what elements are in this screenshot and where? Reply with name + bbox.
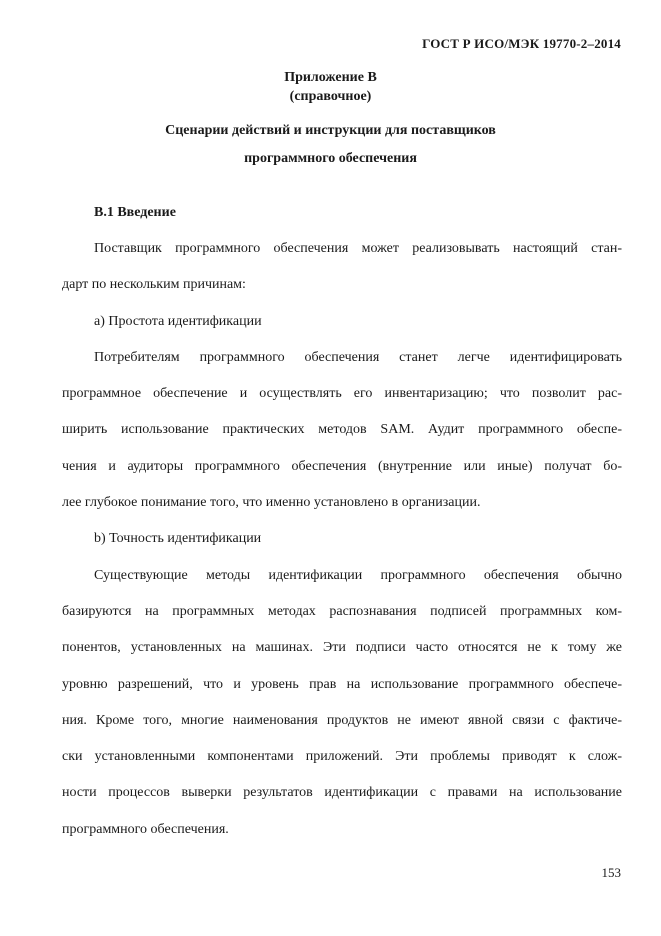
paragraph-line: ширить использование практических методов SAM. Аудит программного обеспе-: [62, 422, 622, 438]
annex-subtitle: (справочное): [289, 89, 372, 104]
paragraph-line: уровню разрешений, что и уровень прав на использование программного обеспече-: [62, 676, 622, 692]
paragraph-line: Существующие методы идентификации программного обеспечения обычно: [94, 567, 622, 583]
paragraph-line: программное обеспечение и осуществлять его инвентаризацию; что позволит рас-: [62, 386, 622, 402]
list-item-b: b) Точность идентификации: [94, 531, 262, 547]
paragraph-line: ности процессов выверки результатов идентификации с правами на использование: [62, 785, 622, 801]
paragraph-line: Потребителям программного обеспечения станет легче идентифицировать: [94, 349, 622, 365]
section-heading: В.1 Введение: [94, 205, 176, 220]
paragraph-line: базируются на программных методах распознавания подписей программных ком-: [62, 603, 622, 619]
list-item-a: a) Простота идентификации: [94, 313, 262, 329]
paragraph-line: Поставщик программного обеспечения может реализовывать настоящий стан-: [94, 241, 622, 256]
paragraph-line: дарт по нескольким причинам:: [62, 277, 246, 293]
annex-heading-line-2: программного обеспечения: [244, 151, 417, 166]
page-number: 153: [601, 865, 621, 880]
paragraph-line: лее глубокое понимание того, что именно установлено в организации.: [62, 495, 481, 511]
document-id-header: ГОСТ Р ИСО/МЭК 19770-2–2014: [422, 36, 621, 51]
paragraph-line: чения и аудиторы программного обеспечения (внутренние или иные) получат бо-: [62, 458, 622, 474]
body-text: [62, 231, 622, 848]
paragraph-line: программного обеспечения.: [62, 821, 229, 837]
paragraph-line: ски установленными компонентами приложений. Эти проблемы приводят к слож-: [62, 749, 622, 765]
paragraph-line: понентов, установленных на машинах. Эти подписи часто относятся не к тому же: [62, 640, 622, 656]
annex-title: Приложение В: [284, 70, 377, 85]
paragraph-line: ния. Кроме того, многие наименования продуктов не имеют явной связи с фактиче-: [62, 712, 622, 728]
annex-heading-line-1: Сценарии действий и инструкции для поставщиков: [165, 123, 496, 138]
